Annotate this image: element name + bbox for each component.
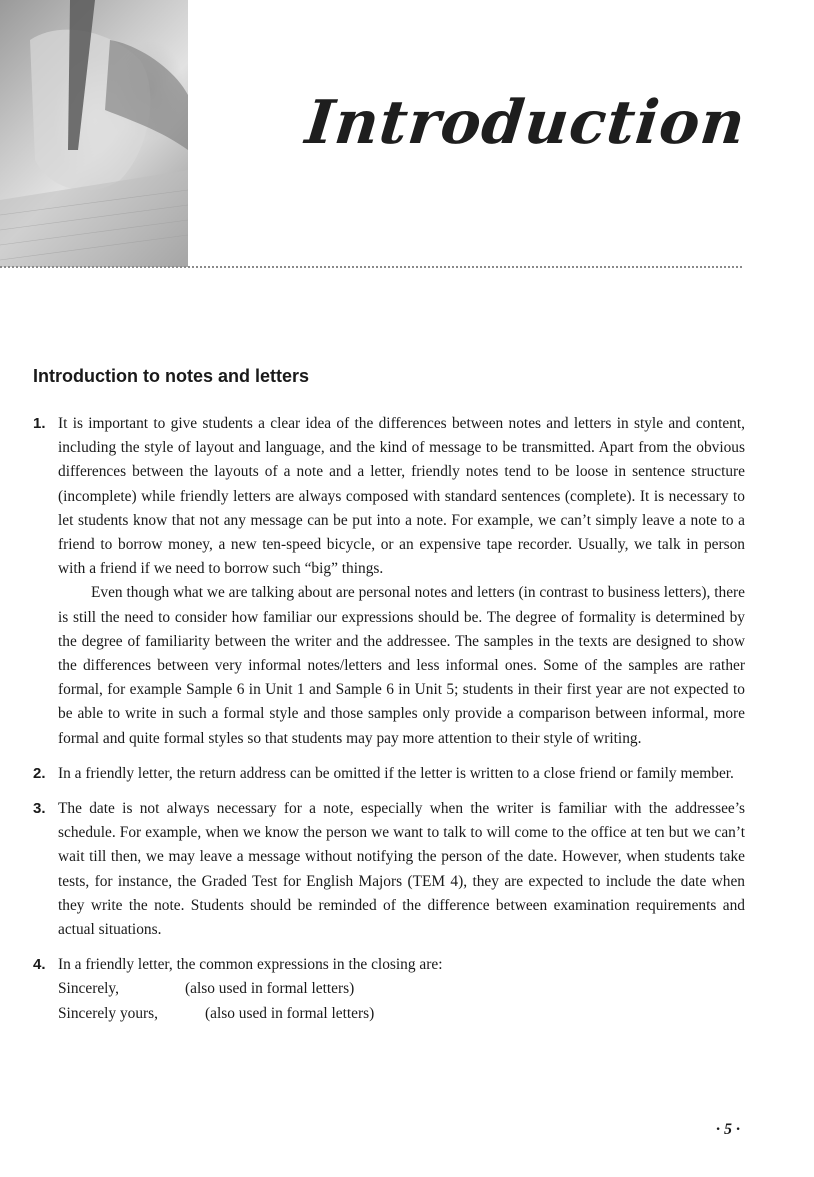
paragraph: The date is not always necessary for a note, especially when the writer is familiar with the addressee’s schedule. For example, when we know the person we want to talk to will come to the office at ten but we can’t wait till then, we may leave a message without notifying the person of the date. However, when students take tests, for instance, the Graded Test for English Majors (TEM 4), they are expected to include the date when they write the note. Students should be reminded of the difference between examination requirements and actual situations. <box>58 800 745 939</box>
item-number: 2. <box>33 764 46 782</box>
page-number: · 5 · <box>716 1121 740 1138</box>
closing-expression: Sincerely, <box>58 980 119 998</box>
item-number: 1. <box>33 415 46 432</box>
list-item-3 <box>33 797 745 942</box>
paragraph: In a friendly letter, the common expressions in the closing are: <box>58 956 443 974</box>
paragraph: It is important to give students a clear idea of the differences between notes and letters in style and content, including the style of layout and language, and the kind of message to be transmitted. Apart from the obvious differences between the layouts of a note and a letter, friendly notes tend to be loose in sentence structure (incomplete) while friendly letters are always composed with standard sentences (complete). It is necessary to let students know that not any message can be put into a note. For example, we can’t simply leave a note to a friend to borrow money, a new ten-speed bicycle, or an expensive tape recorder. Usually, we talk in person with a friend if we need to borrow such “big” things. <box>58 415 745 578</box>
list-item-1 <box>33 412 745 751</box>
closing-note: (also used in formal letters) <box>205 1004 375 1022</box>
list-item-2 <box>33 762 745 786</box>
item-number: 3. <box>33 800 46 818</box>
list-item-4 <box>33 953 745 1026</box>
paragraph: In a friendly letter, the return address can be omitted if the letter is written to a close friend or family member. <box>58 764 734 782</box>
item-number: 4. <box>33 956 46 974</box>
header-photo <box>0 0 188 267</box>
hand-writing-illustration <box>0 0 188 267</box>
closing-example <box>58 1002 745 1026</box>
paragraph: Even though what we are talking about are personal notes and letters (in contrast to business letters), there is still the need to consider how familiar our expressions should be. The degree of formality is determined by the degree of familiarity between the writer and the addressee. The samples in the texts are designed to show the differences between very informal notes/letters and less informal ones. Some of the samples are rather formal, for example Sample 6 in Unit 1 and Sample 6 in Unit 5; students in their first year are not expected to be able to write in such a formal style and those samples only provide a comparison between informal, more formal and quite formal styles so that students may pay more attention to their style of writing. <box>58 584 745 747</box>
header-divider <box>0 266 742 268</box>
closing-note: (also used in formal letters) <box>185 980 355 998</box>
page-title: Introduction <box>302 88 749 158</box>
closing-expression: Sincerely yours, <box>58 1004 159 1022</box>
section-heading: Introduction to notes and letters <box>33 366 310 386</box>
closing-example <box>58 977 745 1001</box>
body-content <box>33 412 745 1037</box>
